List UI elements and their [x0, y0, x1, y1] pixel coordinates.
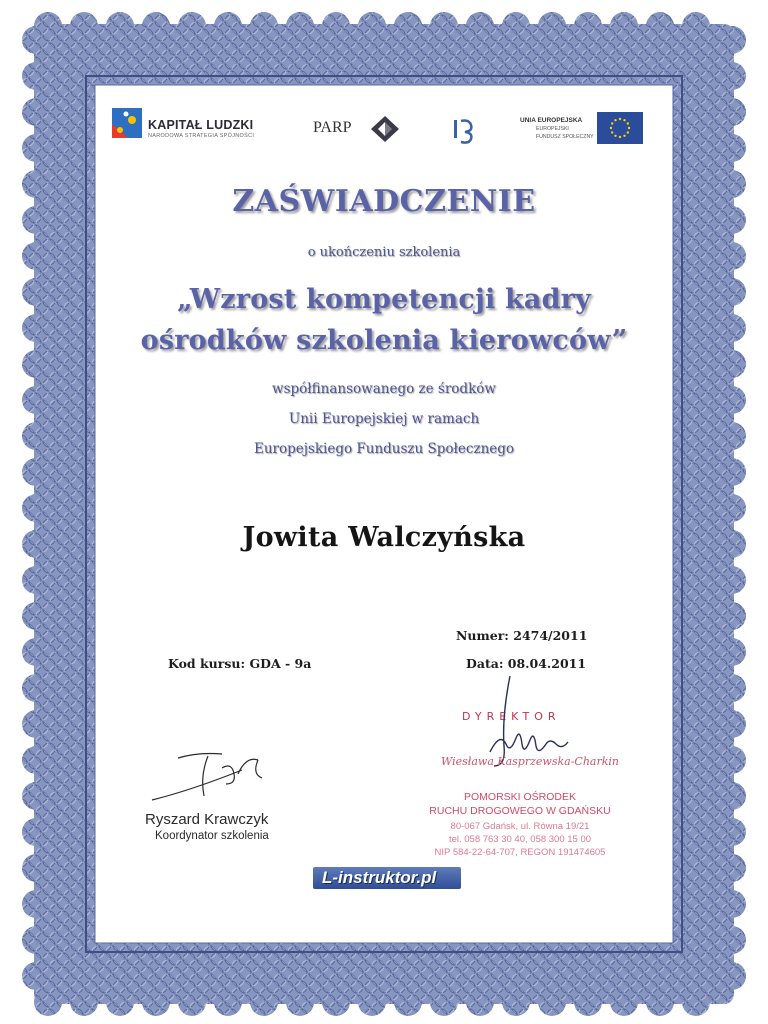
stamp-line5: NIP 584-22-64-707, REGON 191474605: [434, 847, 606, 858]
course-name-line2: ośrodków szkolenia kierowców”: [140, 325, 628, 356]
institute-logo-icon: [450, 116, 480, 144]
certificate-number: Numer: 2474/2011: [456, 628, 588, 643]
cofinanced-line1: współfinansowanego ze środków: [272, 381, 496, 397]
recipient-name: Jowita Walczyńska: [242, 522, 526, 553]
cofinanced-line2: Unii Europejskiej w ramach: [288, 411, 480, 427]
kapital-ludzki-logo-icon: [110, 104, 146, 144]
coordinator-name: Ryszard Krawczyk: [145, 811, 269, 828]
course-code: Kod kursu: GDA - 9a: [168, 656, 312, 671]
certificate-subtitle: o ukończeniu szkolenia: [307, 245, 461, 260]
certificate-title: ZAŚWIADCZENIE: [232, 184, 536, 219]
ue-logo-line2: EUROPEJSKI: [536, 126, 569, 132]
cofinanced-line3: Europejskiego Funduszu Społecznego: [253, 441, 515, 457]
director-name: Wiesława Kasprzewska-Charkin: [441, 755, 619, 768]
parp-logo-icon: [368, 114, 402, 144]
coordinator-role: Koordynator szkolenia: [155, 830, 269, 842]
course-name-line1: „Wzrost kompetencji kadry: [176, 284, 591, 315]
parp-logo-text: PARP: [313, 119, 352, 136]
stamp-line3: 80-067 Gdańsk, ul. Równa 19/21: [450, 821, 590, 832]
kapital-ludzki-title: KAPITAŁ LUDZKI: [148, 118, 254, 132]
coordinator-signature: [148, 738, 283, 808]
kapital-ludzki-subtitle: NARODOWA STRATEGIA SPÓJNOŚCI: [148, 133, 255, 139]
ue-logo-line1: UNIA EUROPEJSKA: [520, 117, 583, 124]
stamp-line4: tel. 058 763 30 40, 058 300 15 00: [448, 834, 592, 845]
stamp-line1: POMORSKI OŚRODEK: [463, 791, 577, 803]
instruktor-logo: L-instruktor.pl: [322, 868, 437, 887]
eu-flag-icon: [597, 112, 643, 144]
stamp-line2: RUCHU DROGOWEGO W GDAŃSKU: [429, 805, 611, 817]
director-label: DYREKTOR: [462, 710, 561, 723]
certificate-date: Data: 08.04.2011: [466, 656, 587, 671]
ue-logo-line3: FUNDUSZ SPOŁECZNY: [536, 134, 594, 140]
